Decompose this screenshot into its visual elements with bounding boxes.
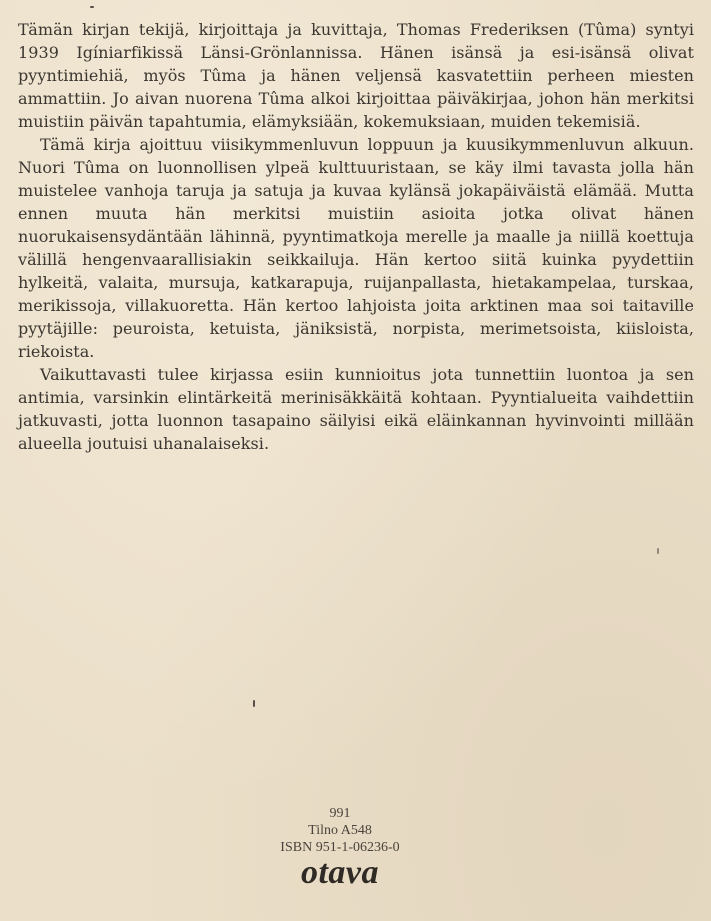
blurb-paragraph-content: Tämä kirja ajoittuu viisikymmenluvun loppuun ja kuusikymmenluvun alkuun. Nuori Tûma on luonnollisen ylpeä kulttuuristaan, se käy ilmi tavasta jolla hän muistelee vanhoja taruja ja satuja ja kuvaa kylänsä jokapäiväistä elämää. Mutta ennen muuta hän merkitsi muistiin asioita jotka olivat hänen nuorukaisensydäntään lähinnä, pyyntimatkoja merelle ja maalle ja niillä koettuja välillä hengenvaarallisiakin seikkailuja. Hän kertoo siitä kuinka pyydettiin hylkeitä, valaita, mursuja, katkarapuja, ruijanpallasta, hietakampelaa, turskaa, merikissoja, villakuoretta. Hän kertoo lahjoista joita arktinen maa soi taitaville pyytäjille: peuroista, ketuista, jäniksistä, norpista, merimetsoista, kiisloista, riekoista. bbox=[18, 135, 694, 361]
order-number: Tilno A548 bbox=[308, 823, 372, 838]
blurb-paragraph-author: Tämän kirjan tekijä, kirjoittaja ja kuvittaja, Thomas Frederiksen (Tûma) syntyi 1939 Igíniarfikissä Länsi-Grönlannissa. Hänen isänsä ja esi-isänsä olivat pyyntimiehiä, myös Tûma ja hänen veljensä kasvatettiin perheen miesten ammattiin. Jo aivan nuorena Tûma alkoi kirjoittaa päiväkirjaa, johon hän merkitsi muistiin päivän tapahtumia, elämyksiään, kokemuksiaan, muiden tekemisiä. bbox=[18, 20, 694, 131]
publisher-logo: otava bbox=[300, 854, 380, 891]
publisher-imprint bbox=[250, 805, 430, 890]
blurb-paragraph-respect: Vaikuttavasti tulee kirjassa esiin kunnioitus jota tunnettiin luontoa ja sen antimia, varsinkin elintärkeitä merinisäkkäitä kohtaan. Pyyntialueita vaihdettiin jatkuvasti, jotta luonnon tasapaino säilyisi eikä eläinkannan hyvinvointi millään alueella joutuisi uhanalaiseksi. bbox=[18, 365, 694, 453]
class-number: 991 bbox=[329, 806, 351, 821]
cover-blurb bbox=[18, 18, 694, 455]
paper-speck bbox=[253, 700, 255, 707]
isbn: ISBN 951-1-06236-0 bbox=[280, 840, 400, 855]
paper-speck bbox=[90, 6, 94, 8]
paper-speck bbox=[657, 548, 659, 554]
